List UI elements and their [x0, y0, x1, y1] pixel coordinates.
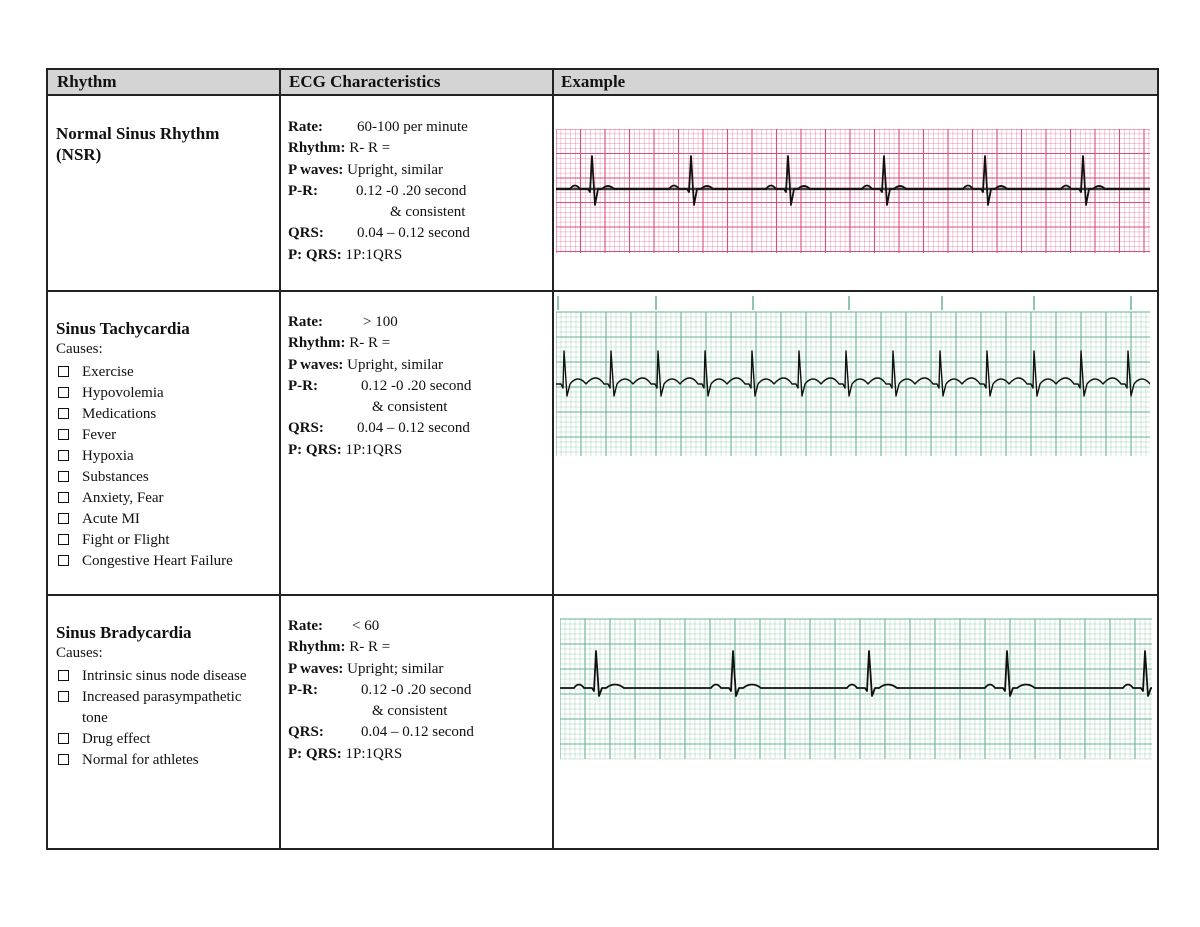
- cause-label: Hypoxia: [82, 448, 134, 464]
- checkbox-icon: [58, 534, 69, 545]
- header-rhythm: Rhythm: [57, 72, 117, 91]
- cause-label: Substances: [82, 469, 149, 485]
- rhythm-value: R- R =: [349, 639, 391, 656]
- cause-item: [56, 509, 280, 530]
- characteristics-nsr: [288, 117, 470, 266]
- cause-item: [56, 729, 251, 750]
- cause-item: [56, 362, 280, 383]
- cause-item: [56, 446, 280, 467]
- qrs-value: 0.04 – 0.12 second: [357, 420, 470, 437]
- checkbox-icon: [58, 429, 69, 440]
- pr-value: 0.12 -0 .20 second: [356, 182, 467, 199]
- cause-item: [56, 488, 280, 509]
- rate-label: Rate:: [288, 119, 323, 135]
- cause-label: Drug effect: [82, 731, 151, 747]
- rhythm-title-bradycardia: Sinus Bradycardia: [56, 623, 192, 642]
- checkbox-icon: [58, 733, 69, 744]
- cause-item: [56, 551, 280, 572]
- causes-list-bradycardia: [56, 666, 251, 771]
- pqrs-label: P: QRS:: [288, 246, 342, 263]
- checkbox-icon: [58, 555, 69, 566]
- header-ecg-characteristics: ECG Characteristics: [289, 72, 441, 91]
- cause-item: [56, 530, 280, 551]
- pwaves-value: Upright; similar: [347, 660, 444, 677]
- cause-label: Fever: [82, 427, 117, 443]
- pqrs-value: 1P:1QRS: [345, 246, 403, 263]
- causes-list-tachycardia: [56, 362, 280, 572]
- pr-value-2: & consistent: [390, 204, 466, 221]
- pwaves-label: P waves:: [288, 660, 344, 677]
- cause-label: Fight or Flight: [82, 532, 170, 548]
- causes-label: Causes:: [56, 341, 103, 357]
- cause-item: [56, 666, 251, 687]
- pwaves-label: P waves:: [288, 356, 344, 373]
- qrs-value: 0.04 – 0.12 second: [361, 724, 474, 741]
- ecg-strip-tachycardia: [556, 296, 1150, 458]
- checkbox-icon: [58, 691, 69, 702]
- qrs-label: QRS:: [288, 420, 324, 437]
- causes-label: Causes:: [56, 645, 103, 661]
- cause-item: [56, 404, 280, 425]
- cause-label: Normal for athletes: [82, 752, 199, 768]
- pwaves-value: Upright, similar: [347, 161, 443, 178]
- rate-value: 60-100 per minute: [357, 119, 468, 135]
- characteristics-tachycardia: [288, 312, 472, 461]
- rate-value: > 100: [363, 314, 398, 330]
- characteristics-bradycardia: [288, 616, 474, 765]
- cause-item: [56, 467, 280, 488]
- rate-value: < 60: [352, 618, 380, 634]
- pr-value-2: & consistent: [372, 703, 448, 720]
- cause-label: Intrinsic sinus node disease: [82, 668, 247, 684]
- cause-label: Acute MI: [82, 511, 140, 527]
- row-divider: [48, 94, 1157, 96]
- pqrs-label: P: QRS:: [288, 441, 342, 458]
- column-divider: [552, 70, 554, 848]
- rhythm-label: Rhythm:: [288, 140, 346, 157]
- cause-label: Medications: [82, 406, 157, 422]
- cause-item: [56, 425, 280, 446]
- rhythm-label: Rhythm:: [288, 639, 346, 656]
- cause-label: Congestive Heart Failure: [82, 553, 233, 569]
- ecg-grid: [560, 619, 1152, 759]
- cause-label: Exercise: [82, 364, 134, 380]
- qrs-value: 0.04 – 0.12 second: [357, 225, 470, 242]
- cause-item: [56, 383, 280, 404]
- ecg-strip-nsr: [556, 129, 1150, 253]
- cause-label: Hypovolemia: [82, 385, 164, 401]
- pr-label: P-R:: [288, 182, 318, 199]
- checkbox-icon: [58, 366, 69, 377]
- rhythm-title-nsr: [56, 123, 219, 165]
- rate-label: Rate:: [288, 314, 323, 330]
- pwaves-value: Upright, similar: [347, 356, 443, 373]
- header-example: Example: [561, 72, 626, 91]
- rhythm-value: R- R =: [349, 140, 391, 157]
- ecg-grid: [556, 129, 1150, 253]
- checkbox-icon: [58, 492, 69, 503]
- row-divider: [48, 594, 1157, 596]
- checkbox-icon: [58, 670, 69, 681]
- pr-value-2: & consistent: [372, 399, 448, 416]
- checkbox-icon: [58, 513, 69, 524]
- pr-value: 0.12 -0 .20 second: [361, 681, 472, 698]
- rhythm-title-line: Normal Sinus Rhythm: [56, 124, 220, 143]
- checkbox-icon: [58, 387, 69, 398]
- pqrs-value: 1P:1QRS: [345, 745, 403, 762]
- cause-label: Increased parasympathetic tone: [82, 689, 242, 726]
- pr-label: P-R:: [288, 377, 318, 394]
- ecg-strip-bradycardia: [560, 615, 1152, 761]
- rate-label: Rate:: [288, 618, 323, 634]
- checkbox-icon: [58, 471, 69, 482]
- ecg-table: [46, 68, 1159, 850]
- rhythm-title-tachycardia: Sinus Tachycardia: [56, 319, 190, 338]
- pr-label: P-R:: [288, 681, 318, 698]
- rhythm-value: R- R =: [349, 335, 391, 352]
- cause-label: Anxiety, Fear: [82, 490, 164, 506]
- cause-item: [56, 687, 251, 729]
- qrs-label: QRS:: [288, 724, 324, 741]
- pqrs-label: P: QRS:: [288, 745, 342, 762]
- pwaves-label: P waves:: [288, 161, 344, 178]
- rhythm-title-line: (NSR): [56, 145, 102, 164]
- cause-item: [56, 750, 251, 771]
- checkbox-icon: [58, 408, 69, 419]
- qrs-label: QRS:: [288, 225, 324, 242]
- checkbox-icon: [58, 754, 69, 765]
- checkbox-icon: [58, 450, 69, 461]
- pr-value: 0.12 -0 .20 second: [361, 377, 472, 394]
- row-divider: [48, 290, 1157, 292]
- ecg-grid: [556, 312, 1150, 456]
- rhythm-label: Rhythm:: [288, 335, 346, 352]
- pqrs-value: 1P:1QRS: [345, 441, 403, 458]
